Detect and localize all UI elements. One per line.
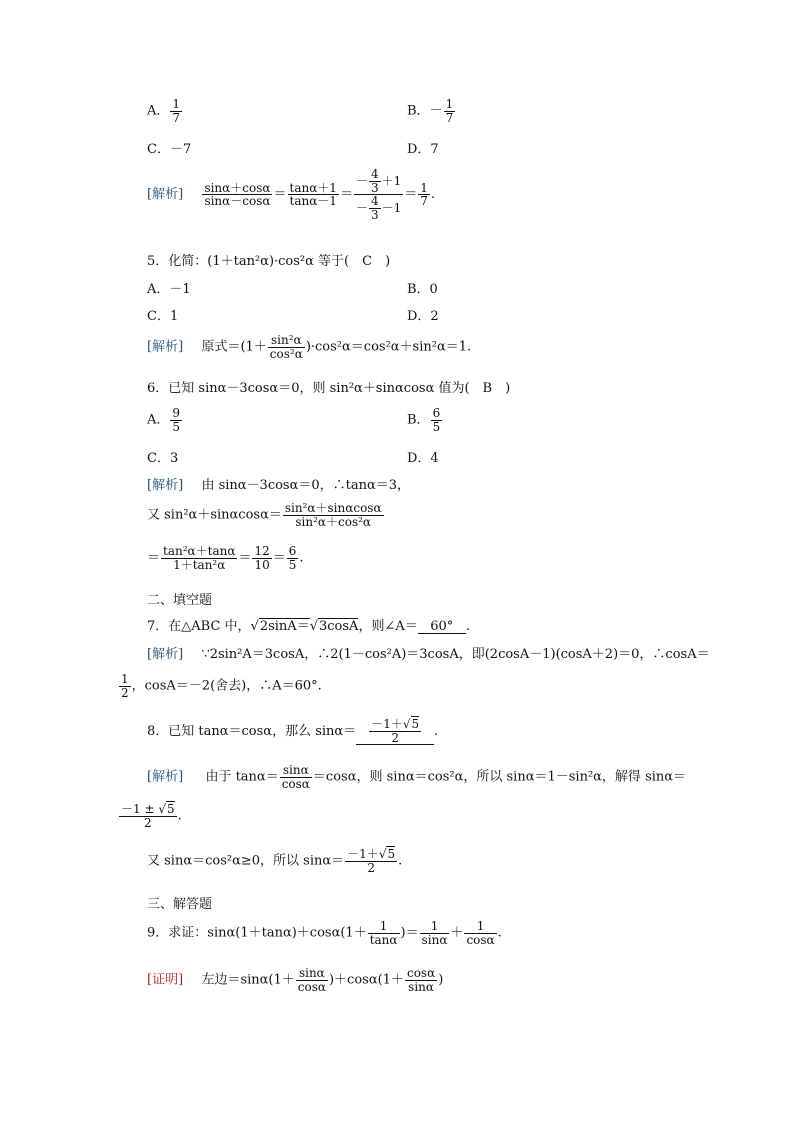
q6-option-c: C．3 [147,451,179,466]
q6-solution-line2: 又 sin²α＋sinαcosα＝ $\frac{\text{sin²α＋sinαcosα}}{\text{sin²α＋cos²α}}$ [147,501,382,529]
q5-option-a: A．－1 [147,282,191,297]
solution-tag: [解析] [147,187,184,203]
q5-option-d: D．2 [407,309,439,324]
q8-solution-line1: [解析] 由于 tanα＝ $\frac{\sin\alpha}{\cos\alpha}$ ＝cosα，则 sinα＝cos²α，所以 sinα＝1－sin²α，解得 sinα＝ [147,763,687,791]
section-heading-answer: 三、解答题 [147,897,213,912]
q5-question: 5．化简：(1＋tan²α)·cos²α 等于( C ) [147,254,391,269]
solution-tag: [解析] [147,478,184,493]
solution-tag: [解析] [147,769,184,785]
nested-fraction: － $\frac{4}{3}$ ＋1 － $\frac{4}{3}$ －1 [355,167,402,222]
fraction: $\frac{-1 \pm √5}{2}$ [121,802,175,830]
q5-solution: [解析] 原式＝(1＋ $\frac{\text{sin²α}}{\text{cos²α}}$ )·cos²α＝cos²α＋sin²α＝1. [147,333,472,361]
fraction: $\frac{\text{sin²α＋sinαcosα}}{\text{sin²α＋cos²α}}$ [284,501,382,529]
q7-answer-blank: 60° [418,620,466,634]
q6-solution-line1: [解析] 由 sinα－3cosα＝0，∴tanα＝3， [147,478,411,493]
q8-solution-line2: $\frac{-1 \pm √5}{2}$ . [121,802,182,830]
q6-solution-line3: ＝ $\frac{\text{tan²α＋tanα}}{\text{1＋tan²α}}$ ＝ $\frac{12}{10}$ ＝ $\frac{6}{5}$ . [147,544,304,572]
fraction: $\frac{9}{5}$ [172,406,181,434]
q6-question: 6．已知 sinα－3cosα＝0，则 sin²α＋sinαcosα 值为( B ) [147,381,511,396]
section-heading-fill-blank: 二、填空题 [147,593,213,608]
q7-solution-line1: [解析] ∵2sin²A＝3cosA，∴2(1－cos²A)＝3cosA，即(2cosA－1)(cosA＋2)＝0，∴cosA＝ [147,647,710,662]
q5-option-c: C．1 [147,309,179,324]
fraction: $\frac{\text{sin²α}}{\text{cos²α}}$ [269,333,303,361]
q6-option-d: D．4 [407,451,439,466]
q9-proof: [证明] 左边＝sinα(1＋ $\frac{\sin\alpha}{\cos\alpha}$ )＋cosα(1＋ $\frac{\cos\alpha}{\sin\alpha}$ ) [147,966,444,994]
q4-option-d: D．7 [407,142,439,157]
fraction: $\frac{1}{\cos\alpha}$ [466,919,495,947]
fraction: $\frac{12}{10}$ [254,544,270,572]
q4-option-c: C．－7 [147,142,192,157]
fraction: $\frac{6}{5}$ [432,406,441,434]
fraction: $\frac{1}{\sin\alpha}$ [421,919,448,947]
fraction: $\frac{\cos\alpha}{\sin\alpha}$ [406,966,436,994]
q7-solution-line2: $\frac{1}{2}$ ，cosA＝－2(舍去)，∴A＝60°. [121,672,322,700]
fraction: $\frac{1}{7}$ [172,97,181,125]
proof-tag: [证明] [147,972,184,988]
fraction: $\frac{1}{7}$ [445,97,454,125]
fraction: $\frac{\tan\alpha+1}{\tan\alpha-1}$ [289,180,337,209]
q7-question: 7．在△ABC 中，√2sinA＝√3cosA，则∠A＝ 60° . [147,619,470,634]
fraction: $\frac{\sin\alpha}{\cos\alpha}$ [297,966,326,994]
q8-question: 8．已知 tanα＝cosα，那么 sinα＝ $\frac{-1+√5}{2}$ . [147,717,439,745]
fraction: $\frac{1}{7}$ [420,180,428,209]
fraction: $\frac{-1+√5}{2}$ [347,847,396,875]
q6-option-b: B． $\frac{6}{5}$ [407,406,441,434]
fraction: $\frac{1}{2}$ [121,672,129,700]
solution-tag: [解析] [147,647,184,662]
fraction: $\frac{\text{tan²α＋tanα}}{\text{1＋tan²α}}$ [163,544,236,572]
q4-option-a: A． $\frac{1}{7}$ [147,97,181,125]
fraction: $\frac{\sin\alpha}{\cos\alpha}$ [281,763,310,791]
fraction: $\frac{6}{5}$ [288,544,297,572]
q4-solution: [解析] $\frac{\sin\alpha+\cos\alpha}{\sin\alpha-\cos\alpha}$ ＝ $\frac{\tan\alpha+1}{\tan\alpha-1}$ ＝ － $\frac{4}{3}$ ＋1 － $\frac{4}{3}$ －1 ＝ $\frac{1}{7}$ . [147,167,436,222]
q9-question: 9．求证：sinα(1＋tanα)＋cosα(1＋ $\frac{1}{\tan\alpha}$ )＝ $\frac{1}{\sin\alpha}$ ＋ $\frac{1}{\cos\alpha}$ . [147,919,502,947]
fraction: $\frac{\sin\alpha+\cos\alpha}{\sin\alpha-\cos\alpha}$ [204,180,271,209]
q8-solution-line3: 又 sinα＝cos²α≥0，所以 sinα＝ $\frac{-1+√5}{2}$ . [147,847,403,875]
q4-option-b: B．－ $\frac{1}{7}$ [407,97,454,125]
q8-answer-blank: $\frac{-1+√5}{2}$ [356,718,434,745]
solution-tag: [解析] [147,339,184,355]
q6-option-a: A． $\frac{9}{5}$ [147,406,181,434]
fraction: $\frac{1}{\tan\alpha}$ [369,919,398,947]
q5-option-b: B．0 [407,282,438,297]
